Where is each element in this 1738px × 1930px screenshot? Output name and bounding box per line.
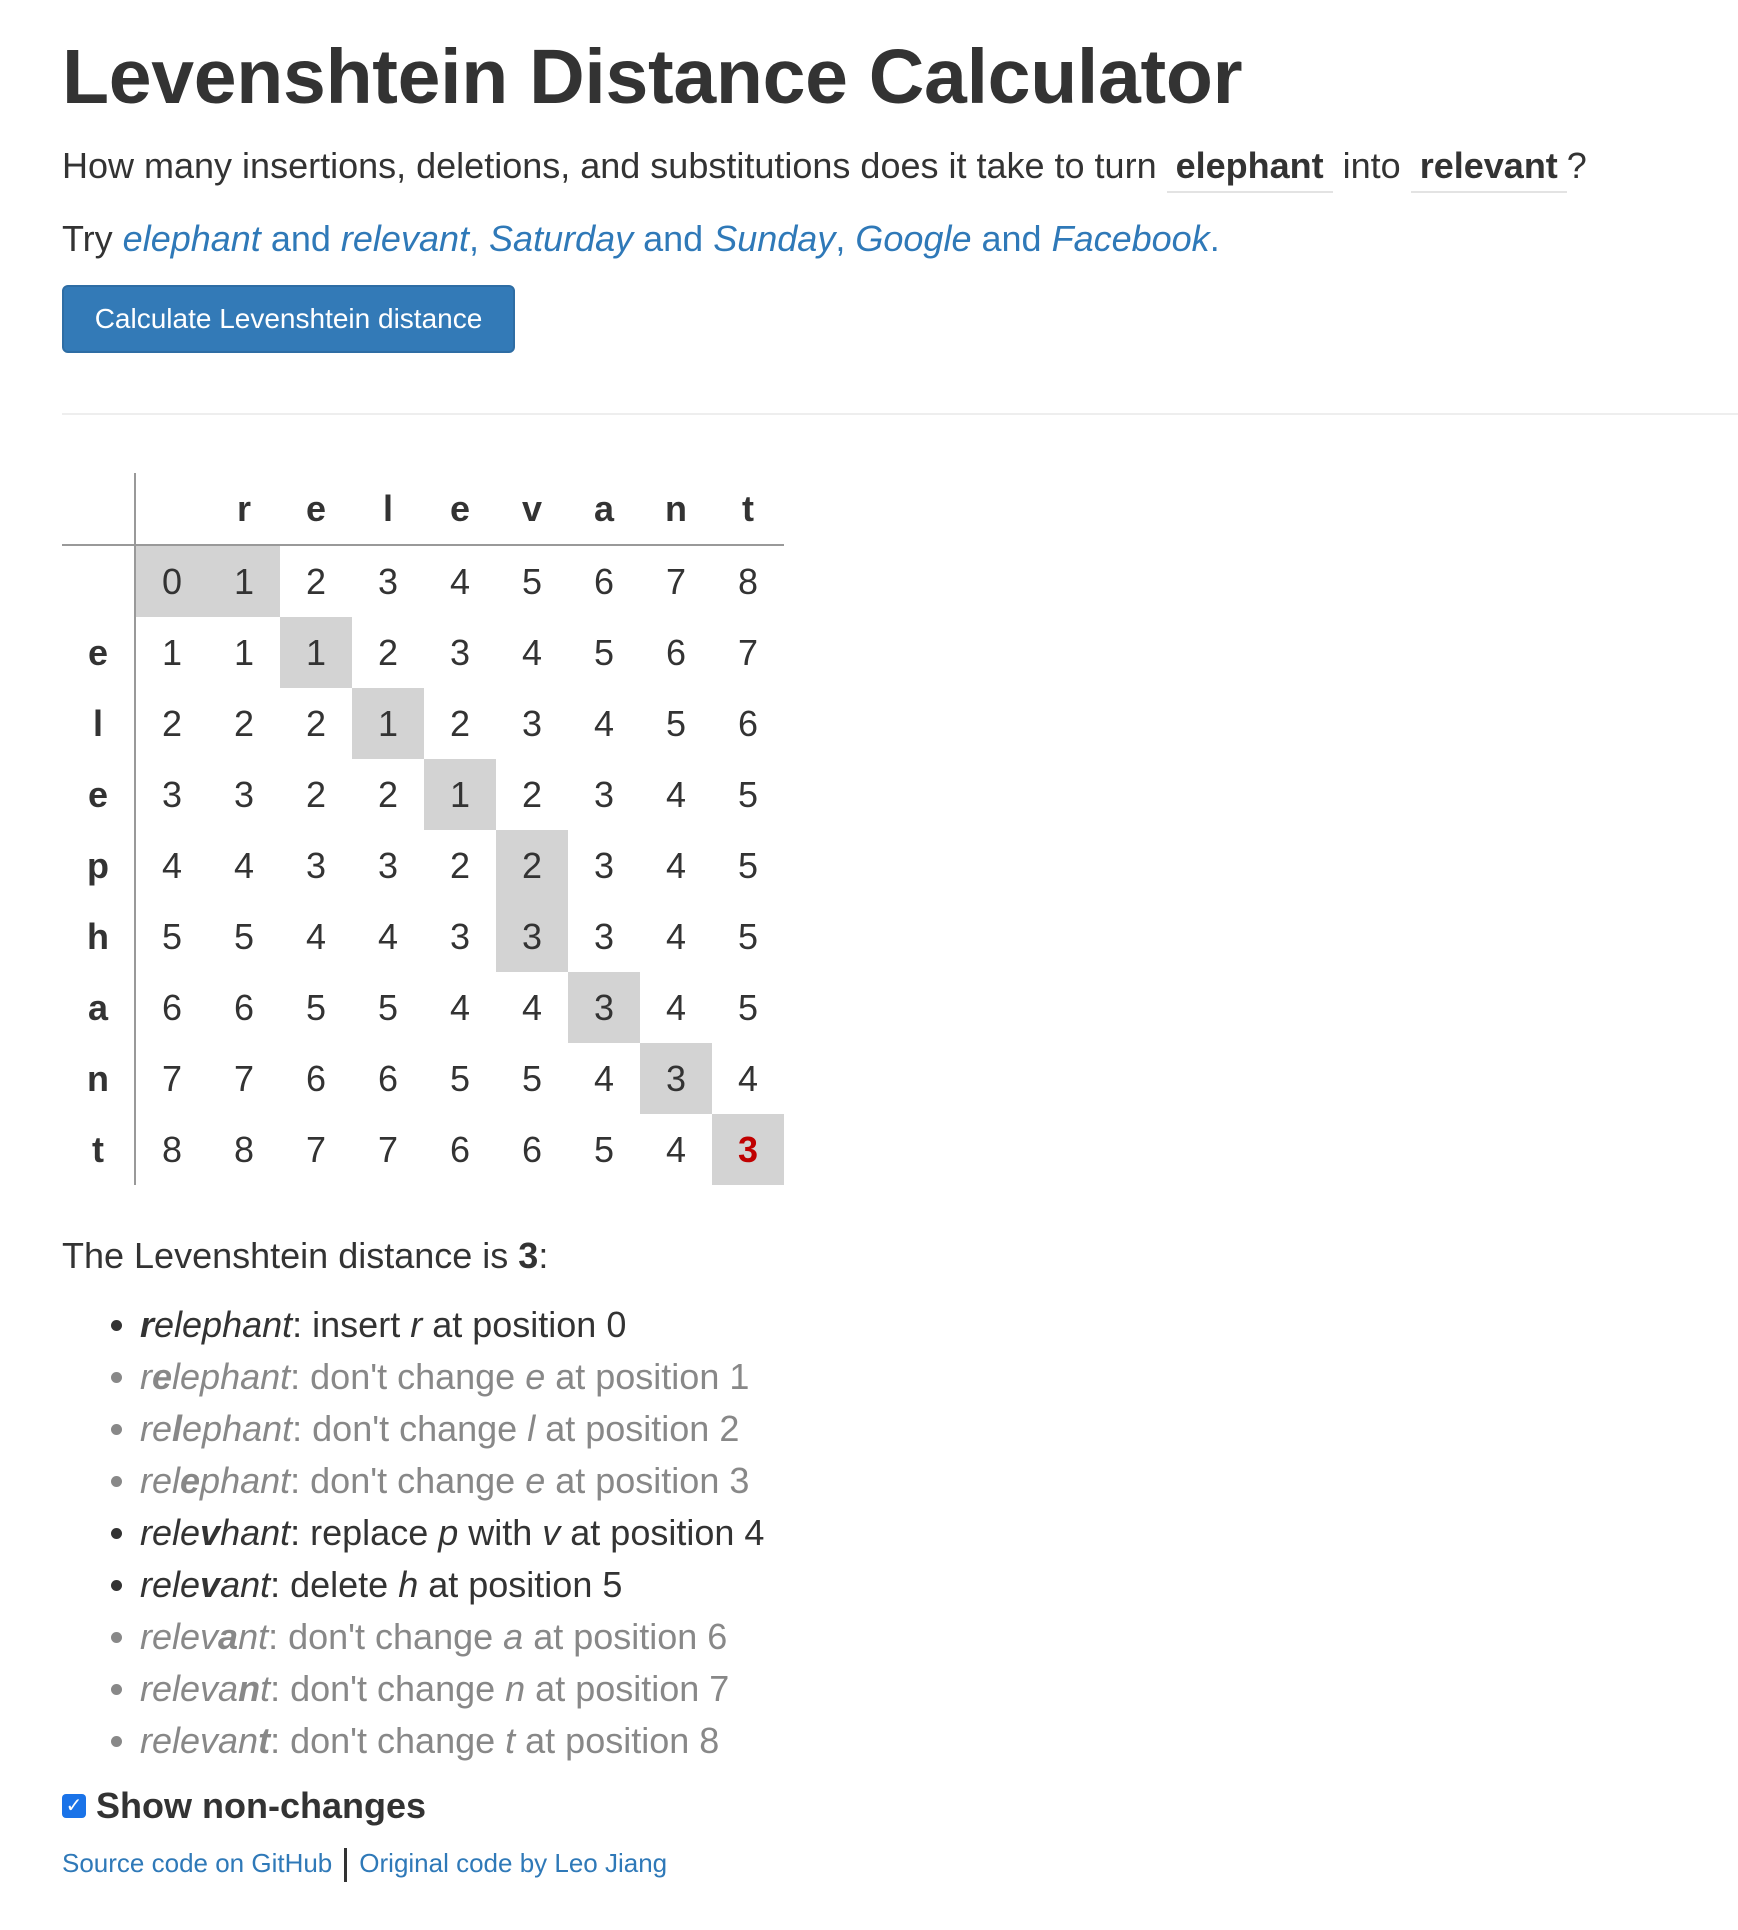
step-non-change xyxy=(140,1351,1738,1403)
step-word xyxy=(140,1668,270,1709)
step-desc: : don't change xyxy=(290,1460,526,1501)
footer xyxy=(62,1845,1738,1882)
matrix-cell: 7 xyxy=(665,560,687,602)
matrix-cell: 4 xyxy=(665,1128,687,1170)
matrix-cell: 5 xyxy=(737,986,759,1028)
step-word xyxy=(140,1512,290,1553)
matrix-row xyxy=(62,1043,784,1114)
matrix-cell: 3 xyxy=(568,972,640,1043)
col-header: r xyxy=(208,473,280,545)
matrix-cell: 3 xyxy=(377,560,399,602)
row-header: n xyxy=(62,1043,135,1114)
original-code-link[interactable]: Original code by Leo Jiang xyxy=(359,1848,668,1878)
matrix-cell: 6 xyxy=(593,560,615,602)
col-header: l xyxy=(352,473,424,545)
col-header: e xyxy=(280,473,352,545)
matrix-cell: 7 xyxy=(305,1128,327,1170)
matrix-cell: 6 xyxy=(521,1128,543,1170)
step-char: a xyxy=(503,1616,524,1657)
matrix-cell: 4 xyxy=(665,773,687,815)
question-prefix: How many insertions, deletions, and substitutions does it take to turn xyxy=(62,145,1157,186)
step-desc: at position 0 xyxy=(422,1304,627,1345)
step-desc: : delete xyxy=(270,1564,399,1605)
step-char: e xyxy=(525,1460,546,1501)
step-non-change xyxy=(140,1455,1738,1507)
matrix-cell: 5 xyxy=(593,631,615,673)
matrix-cell: 5 xyxy=(593,1128,615,1170)
col-header: a xyxy=(568,473,640,545)
matrix-cell: 2 xyxy=(377,773,399,815)
matrix-cell: 4 xyxy=(305,915,327,957)
matrix-cell: 3 xyxy=(233,773,255,815)
example-comma: , xyxy=(835,218,846,259)
step-change xyxy=(140,1559,1738,1611)
matrix-cell: 2 xyxy=(521,773,543,815)
row-header xyxy=(62,545,135,617)
matrix-cell: 7 xyxy=(377,1128,399,1170)
matrix-cell: 8 xyxy=(737,560,759,602)
step-word-highlight: e xyxy=(152,1356,173,1397)
example-relevant-link[interactable]: relevant xyxy=(340,218,469,259)
matrix-cell: 1 xyxy=(352,688,424,759)
step-word-highlight: l xyxy=(172,1408,183,1449)
step-word-highlight: t xyxy=(258,1720,271,1761)
step-word-pre: relevan xyxy=(140,1720,259,1761)
result-prefix: The Levenshtein distance is xyxy=(62,1235,509,1276)
matrix-row xyxy=(62,545,784,617)
try-prefix: Try xyxy=(62,218,113,259)
matrix-cell: 4 xyxy=(665,986,687,1028)
matrix-cell: 7 xyxy=(233,1057,255,1099)
row-header: e xyxy=(62,759,135,830)
matrix-row xyxy=(62,617,784,688)
step-word-post: lephant xyxy=(172,1356,291,1397)
matrix-cell: 6 xyxy=(233,986,255,1028)
example-joiner: and xyxy=(270,218,331,259)
matrix-cell: 2 xyxy=(305,560,327,602)
step-desc: at position 4 xyxy=(560,1512,765,1553)
step-word-post: ephant xyxy=(182,1408,293,1449)
matrix-corner xyxy=(62,473,135,545)
show-non-changes-toggle[interactable] xyxy=(62,1781,1738,1831)
step-desc: at position 1 xyxy=(545,1356,750,1397)
matrix-cell: 2 xyxy=(496,830,568,901)
page xyxy=(62,0,1738,1882)
step-desc: : don't change xyxy=(268,1616,504,1657)
matrix-cell: 3 xyxy=(712,1114,784,1185)
matrix-cell: 6 xyxy=(737,702,759,744)
row-header: a xyxy=(62,972,135,1043)
matrix-row xyxy=(62,688,784,759)
step-desc: : don't change xyxy=(270,1668,506,1709)
step-desc: with xyxy=(458,1512,543,1553)
step-word xyxy=(140,1720,270,1761)
matrix-cell: 3 xyxy=(593,773,615,815)
matrix-cell: 5 xyxy=(377,986,399,1028)
step-char: e xyxy=(525,1356,546,1397)
edit-steps-list xyxy=(62,1299,1738,1767)
step-word-highlight: n xyxy=(238,1668,261,1709)
result-line xyxy=(62,1231,1738,1281)
step-word-pre: relev xyxy=(140,1616,219,1657)
matrix-cell: 3 xyxy=(377,844,399,886)
col-header: v xyxy=(496,473,568,545)
matrix-cell: 8 xyxy=(233,1128,255,1170)
matrix-cell: 3 xyxy=(593,844,615,886)
distance-value: 3 xyxy=(518,1235,539,1276)
matrix-cell: 5 xyxy=(521,560,543,602)
step-word-post: nt xyxy=(238,1616,269,1657)
matrix-cell: 6 xyxy=(305,1057,327,1099)
step-word-post: ant xyxy=(220,1564,271,1605)
matrix-cell: 3 xyxy=(449,915,471,957)
step-word-post: elephant xyxy=(154,1304,293,1345)
matrix-cell: 4 xyxy=(593,1057,615,1099)
matrix-cell: 4 xyxy=(665,844,687,886)
matrix-cell: 2 xyxy=(305,773,327,815)
result-suffix: : xyxy=(538,1235,549,1276)
matrix-cell: 2 xyxy=(449,702,471,744)
step-non-change xyxy=(140,1611,1738,1663)
matrix-cell: 8 xyxy=(161,1128,183,1170)
step-desc: : replace xyxy=(290,1512,439,1553)
step-char: v xyxy=(542,1512,561,1553)
matrix-cell: 5 xyxy=(521,1057,543,1099)
matrix-cell: 7 xyxy=(737,631,759,673)
matrix-cell: 4 xyxy=(233,844,255,886)
matrix-row xyxy=(62,1114,784,1185)
col-header: t xyxy=(712,473,784,545)
step-word-pre: rele xyxy=(140,1564,201,1605)
matrix-cell: 3 xyxy=(521,702,543,744)
step-non-change xyxy=(140,1663,1738,1715)
step-word xyxy=(140,1356,290,1397)
step-desc: at position 6 xyxy=(523,1616,728,1657)
step-word xyxy=(140,1564,270,1605)
matrix-cell: 4 xyxy=(665,915,687,957)
step-word-post: t xyxy=(260,1668,271,1709)
step-char: r xyxy=(410,1304,423,1345)
example-saturday-link[interactable]: Saturday xyxy=(489,218,634,259)
matrix-cell: 0 xyxy=(135,545,208,617)
question xyxy=(62,140,1738,200)
example-joiner: and xyxy=(981,218,1042,259)
matrix-table xyxy=(62,473,784,1185)
matrix-row xyxy=(62,759,784,830)
examples-line xyxy=(62,213,1738,265)
matrix-cell: 5 xyxy=(449,1057,471,1099)
example-elephant-link[interactable]: elephant xyxy=(122,218,261,259)
divider xyxy=(62,413,1738,415)
matrix-cell: 4 xyxy=(737,1057,759,1099)
row-header: e xyxy=(62,617,135,688)
matrix-cell: 5 xyxy=(737,844,759,886)
matrix-cell: 2 xyxy=(233,702,255,744)
row-header: t xyxy=(62,1114,135,1185)
matrix-cell: 5 xyxy=(161,915,183,957)
calculate-button[interactable]: Calculate Levenshtein distance xyxy=(62,285,515,353)
matrix-cell: 5 xyxy=(665,702,687,744)
step-desc: at position 2 xyxy=(535,1408,740,1449)
step-desc: : don't change xyxy=(270,1720,506,1761)
matrix-cell: 2 xyxy=(377,631,399,673)
matrix-cell: 4 xyxy=(449,986,471,1028)
step-desc: at position 3 xyxy=(545,1460,750,1501)
matrix-cell: 5 xyxy=(737,915,759,957)
footer-separator xyxy=(344,1848,347,1882)
row-header: h xyxy=(62,901,135,972)
step-word-post: hant xyxy=(220,1512,291,1553)
example-google-link[interactable]: Google xyxy=(855,218,972,259)
github-link[interactable]: Source code on GitHub xyxy=(62,1848,333,1878)
step-word-post: phant xyxy=(200,1460,291,1501)
matrix-cell: 3 xyxy=(449,631,471,673)
matrix-cell: 3 xyxy=(161,773,183,815)
matrix-cell: 6 xyxy=(161,986,183,1028)
example-facebook-link[interactable]: Facebook xyxy=(1051,218,1210,259)
step-word-highlight: r xyxy=(140,1304,155,1345)
step-word-highlight: e xyxy=(180,1460,201,1501)
matrix-cell: 4 xyxy=(161,844,183,886)
step-word-pre: re xyxy=(140,1408,173,1449)
distance-matrix xyxy=(62,473,1738,1185)
matrix-cell: 5 xyxy=(233,915,255,957)
matrix-cell: 1 xyxy=(424,759,496,830)
matrix-cell: 4 xyxy=(377,915,399,957)
col-header: n xyxy=(640,473,712,545)
page-title: Levenshtein Distance Calculator xyxy=(62,34,1243,120)
step-desc: : don't change xyxy=(290,1356,526,1397)
row-header: p xyxy=(62,830,135,901)
matrix-cell: 1 xyxy=(208,545,280,617)
matrix-cell: 6 xyxy=(377,1057,399,1099)
step-word-highlight: v xyxy=(200,1564,221,1605)
matrix-cell: 3 xyxy=(593,915,615,957)
matrix-cell: 3 xyxy=(496,901,568,972)
step-word xyxy=(140,1304,292,1345)
matrix-cell: 4 xyxy=(449,560,471,602)
example-period: . xyxy=(1209,218,1220,259)
question-suffix: ? xyxy=(1566,145,1587,186)
step-word xyxy=(140,1616,268,1657)
step-non-change xyxy=(140,1715,1738,1767)
matrix-cell: 5 xyxy=(737,773,759,815)
step-word xyxy=(140,1408,292,1449)
step-desc: : insert xyxy=(292,1304,411,1345)
step-desc: : don't change xyxy=(292,1408,528,1449)
row-header: l xyxy=(62,688,135,759)
example-joiner: and xyxy=(643,218,704,259)
step-word-pre: rele xyxy=(140,1512,201,1553)
word2-input[interactable]: relevant xyxy=(1411,141,1567,193)
step-desc: at position 5 xyxy=(418,1564,623,1605)
example-comma: , xyxy=(469,218,480,259)
matrix-row xyxy=(62,901,784,972)
matrix-row xyxy=(62,972,784,1043)
step-word-highlight: v xyxy=(200,1512,221,1553)
step-word-pre: releva xyxy=(140,1668,239,1709)
matrix-cell: 2 xyxy=(449,844,471,886)
matrix-cell: 4 xyxy=(521,986,543,1028)
step-word-highlight: a xyxy=(218,1616,239,1657)
word1-input[interactable]: elephant xyxy=(1167,141,1333,193)
matrix-cell: 1 xyxy=(233,631,255,673)
matrix-cell: 5 xyxy=(305,986,327,1028)
step-word-pre: r xyxy=(140,1356,152,1397)
matrix-cell: 3 xyxy=(305,844,327,886)
matrix-cell: 1 xyxy=(280,617,352,688)
question-middle: into xyxy=(1342,145,1401,186)
matrix-row xyxy=(62,830,784,901)
step-desc: at position 7 xyxy=(525,1668,730,1709)
matrix-cell: 7 xyxy=(161,1057,183,1099)
col-header: e xyxy=(424,473,496,545)
step-char: p xyxy=(438,1512,459,1553)
step-change xyxy=(140,1299,1738,1351)
step-char: l xyxy=(527,1408,536,1449)
matrix-cell: 4 xyxy=(593,702,615,744)
step-word xyxy=(140,1460,290,1501)
step-char: n xyxy=(505,1668,526,1709)
matrix-cell: 6 xyxy=(449,1128,471,1170)
matrix-cell: 1 xyxy=(161,631,183,673)
step-char: t xyxy=(505,1720,516,1761)
step-desc: at position 8 xyxy=(515,1720,720,1761)
example-sunday-link[interactable]: Sunday xyxy=(713,218,836,259)
toggle-label: Show non-changes xyxy=(96,1785,427,1826)
step-non-change xyxy=(140,1403,1738,1455)
col-header-empty xyxy=(135,473,208,545)
matrix-cell: 4 xyxy=(521,631,543,673)
matrix-cell: 2 xyxy=(305,702,327,744)
matrix-cell: 2 xyxy=(161,702,183,744)
checkbox-checked-icon[interactable]: ✓ xyxy=(62,1794,86,1818)
step-char: h xyxy=(398,1564,419,1605)
matrix-cell: 3 xyxy=(640,1043,712,1114)
matrix-cell: 6 xyxy=(665,631,687,673)
step-word-pre: rel xyxy=(140,1460,181,1501)
step-change xyxy=(140,1507,1738,1559)
